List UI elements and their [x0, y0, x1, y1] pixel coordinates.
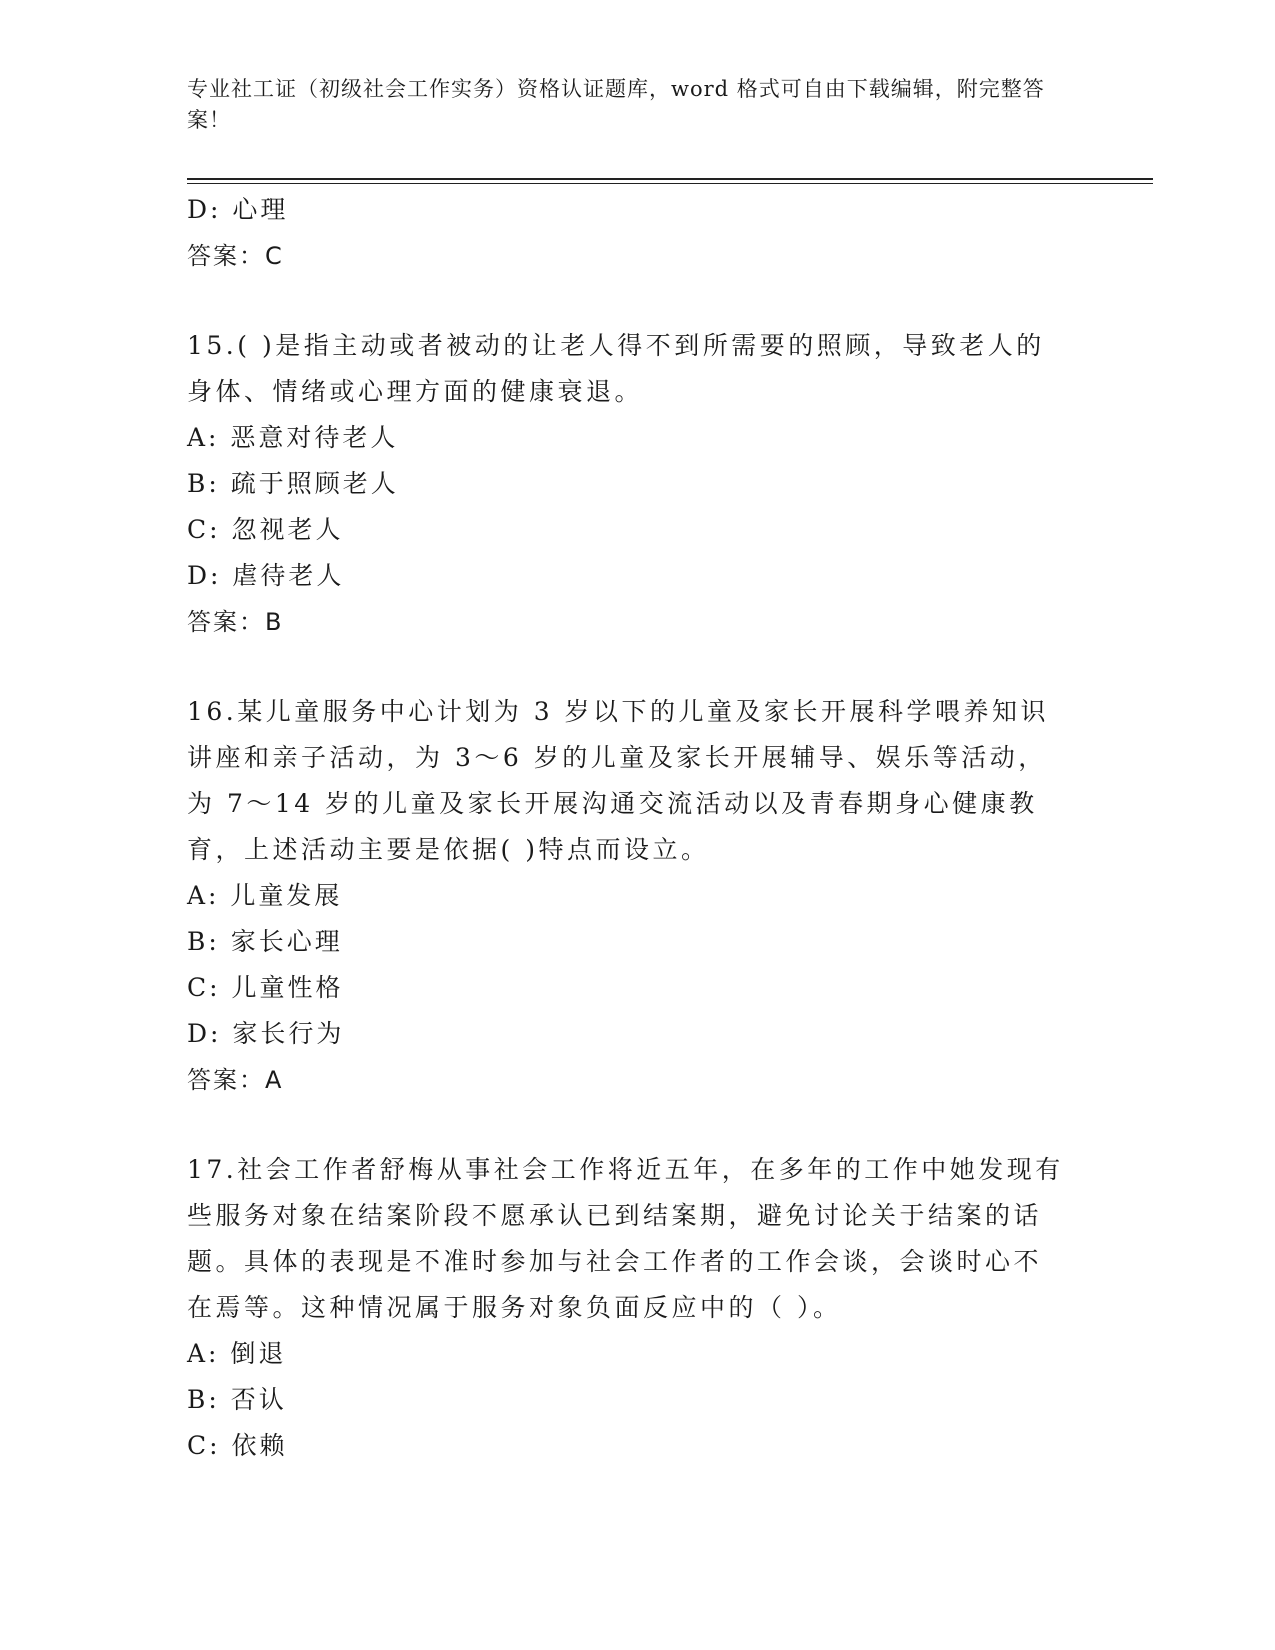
question-16 — [187, 689, 1087, 1103]
answer: 答案：A — [187, 1066, 284, 1094]
question-17 — [187, 1147, 1087, 1469]
option-b: B: 家长心理 — [187, 927, 343, 956]
option-a: A: 儿童发展 — [187, 881, 343, 910]
answer: 答案：C — [187, 242, 284, 270]
question-text: 15.( )是指主动或者被动的让老人得不到所需要的照顾，导致老人的身体、情绪或心理方面的健康衰退。 — [187, 331, 1045, 406]
option-d: D: 心理 — [187, 195, 289, 224]
option-a: A: 倒退 — [187, 1339, 287, 1368]
option-d: D: 虐待老人 — [187, 561, 345, 590]
option-c: C: 忽视老人 — [187, 515, 344, 544]
answer: 答案：B — [187, 608, 284, 636]
option-b: B: 疏于照顾老人 — [187, 469, 399, 498]
header-rule-thin — [187, 183, 1153, 184]
option-a: A: 恶意对待老人 — [187, 423, 399, 452]
header-rule-thick — [187, 178, 1153, 180]
option-c: C: 依赖 — [187, 1431, 288, 1460]
option-b: B: 否认 — [187, 1385, 287, 1414]
question-text: 16.某儿童服务中心计划为 3 岁以下的儿童及家长开展科学喂养知识讲座和亲子活动，为 3～6 岁的儿童及家长开展辅导、娱乐等活动，为 7～14 岁的儿童及家长开展沟通交流活动以及青春期身心健康教育，上述活动主要是依据( )特点而设立。 — [187, 697, 1050, 864]
question-15 — [187, 323, 1087, 645]
question-text: 17.社会工作者舒梅从事社会工作将近五年，在多年的工作中她发现有些服务对象在结案阶段不愿承认已到结案期，避免讨论关于结案的话题。具体的表现是不准时参加与社会工作者的工作会谈，会谈时心不在焉等。这种情况属于服务对象负面反应中的（ ）。 — [187, 1155, 1064, 1322]
page-header: 专业社工证（初级社会工作实务）资格认证题库，word 格式可自由下载编辑，附完整答案！ — [187, 77, 1045, 132]
document-body — [187, 187, 1087, 1469]
option-c: C: 儿童性格 — [187, 973, 344, 1002]
option-d: D: 家长行为 — [187, 1019, 345, 1048]
